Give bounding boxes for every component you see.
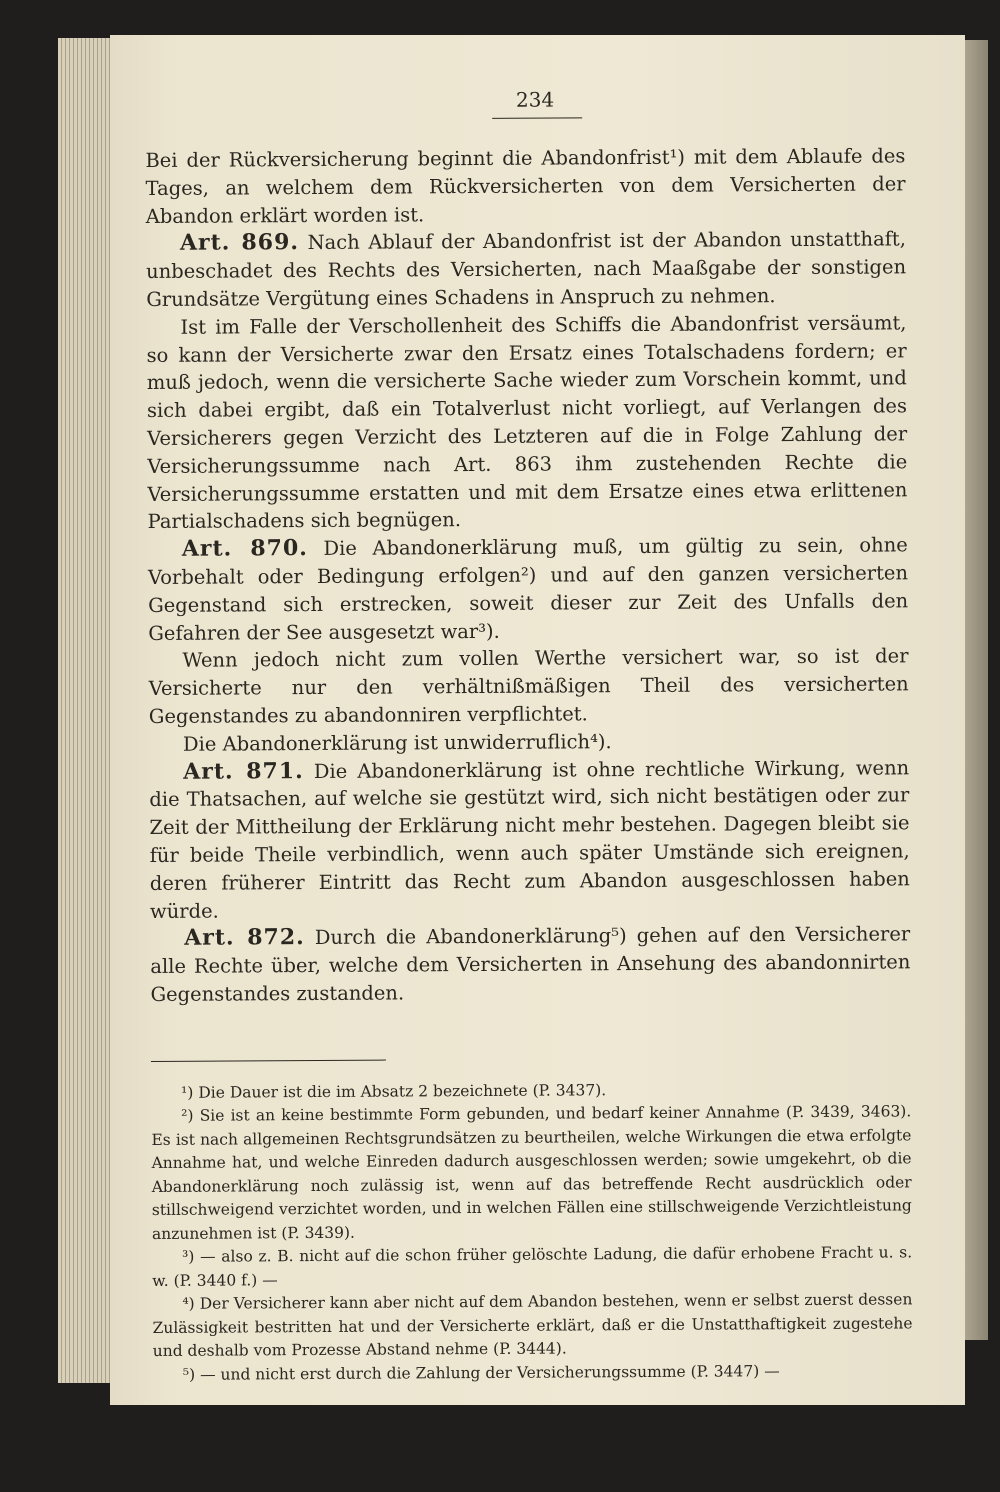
paragraph: Wenn jedoch nicht zum vollen Werthe versichert war, so ist der Versicherte nur den verhältnißmäßigen Theil des versicherten Gegenstandes zu abandonniren verpflichtet. [148,644,909,728]
article-label: Art. 872. [184,924,305,952]
article-872: Art. 872. Durch die Abandonerklärung⁵) gehen auf den Versicherer alle Rechte über, welche dem Versicherten in Ansehung des abandonnirten Gegenstandes zustanden. [150,922,911,1006]
footnote-1: ¹) Die Dauer ist die im Absatz 2 bezeichnete (P. 3437). [181,1080,607,1102]
paragraph: Bei der Rückversicherung beginnt die Abandonfrist¹) mit dem Ablaufe des Tages, an welchem dem Rückversicherten von dem Versicherten der Abandon erklärt worden ist. [145,144,906,228]
article-871: Art. 871. Die Abandonerklärung ist ohne rechtliche Wirkung, wenn die Thatsachen, auf welche sie gestützt wird, sich nicht bestätigen oder zur Zeit der Mittheilung der Erklärung nicht mehr bestehen. Dagegen bleibt sie für beide Theile verbindlich, wenn auch später Umstände sich ereignen, deren früherer Eintritt das Recht zum Abandon ausgeschlossen haben würde. [149,755,910,923]
page-text-block [145,85,913,1387]
footnote-3: ³) — also z. B. nicht auf die schon früher gelöschte Ladung, die dafür erhobene Fracht u. s. w. (P. 3440 f.) — [152,1243,913,1290]
page-number: 234 [515,87,555,112]
article-869: Art. 869. Nach Ablauf der Abandonfrist ist der Abandon unstatthaft, unbeschadet des Rechts des Versicherten, nach Maaßgabe der sonstigen Grundsätze Vergütung eines Schadens in Anspruch zu nehmen. [146,227,907,311]
article-label: Art. 869. [179,229,300,257]
footnote-2: ²) Sie ist an keine bestimmte Form gebunden, und bedarf keiner Annahme (P. 3439, 3463). Es ist nach allgemeinen Rechtsgrundsätzen zu beurtheilen, welche Wirkungen die etwa erfolgte Annahme hat, und welche Einreden dadurch ausgeschlossen werden; sowie umgekehrt, ob die Abandonerklärung noch zulässig ist, wenn auf das betreffende Recht ausdrücklich oder stillschweigend verzichtet worden, und in welchen Fällen eine stillschweigende Verzichtleistung anzunehmen ist (P. 3439). [151,1102,912,1243]
paragraph: Ist im Falle der Verschollenheit des Schiffs die Abandonfrist versäumt, so kann der Versicherte zwar den Ersatz eines Totalschadens fordern; er muß jedoch, wenn die versicherte Sache wieder zum Vorschein kommt, und sich dabei ergibt, daß ein Totalverlust nicht vorliegt, auf Verlangen des Versicherers gegen Verzicht des Letzteren auf die in Folge Zahlung der Versicherungssumme nach Art. 863 ihm zustehenden Rechte die Versicherungssumme erstatten und mit dem Ersatze eines etwa erlittenen Partialschadens sich begnügen. [146,311,908,534]
article-label: Art. 870. [181,535,308,562]
page-stack-edge-left [58,38,118,1383]
footnote-5: ⁵) — und nicht erst durch die Zahlung der Versicherungssumme (P. 3447) — [182,1361,780,1384]
page-number-rule [492,117,582,119]
article-label: Art. 871. [183,757,304,785]
paragraph: Die Abandonerklärung ist unwiderruflich⁴). [182,729,612,756]
footnote-rule [151,1059,386,1061]
footnote-4: ⁴) Der Versicherer kann aber nicht auf dem Abandon bestehen, wenn er selbst zuerst dessen Zulässigkeit bestritten hat und der Versicherte erklärt, daß er die Unstatthaftigkeit zugestehe und deshalb vom Prozesse Abstand nehme (P. 3444). [152,1290,913,1361]
article-870: Art. 870. Die Abandonerklärung muß, um gültig zu sein, ohne Vorbehalt oder Bedingung erfolgen²) und auf den ganzen versicherten Gegenstand sich erstrecken, soweit dieser zur Zeit des Unfalls den Gefahren der See ausgesetzt war³). [147,533,909,645]
